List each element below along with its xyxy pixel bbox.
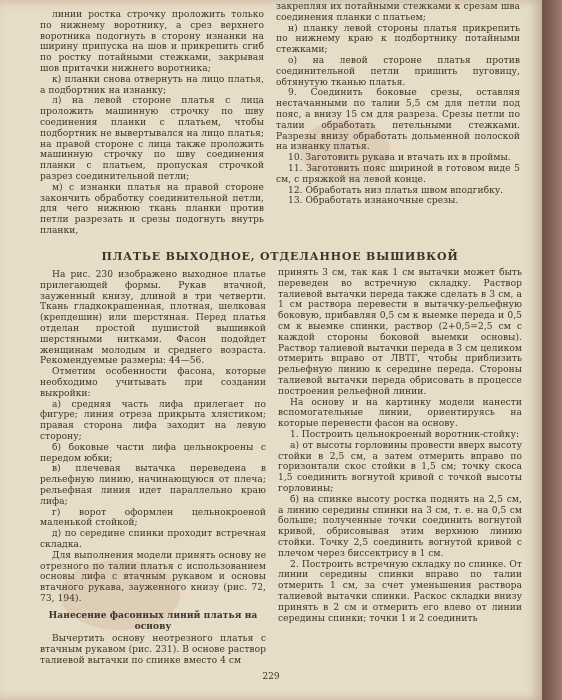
paragraph: линии ростка строчку проложить только по нижнему воротнику, а срез верхнего воротника подогнуть в сторону изнанки на ширину припуска на шов и прикрепить сгиб по ростку потайными стежками, закрывая шов притачки нижнего воротника; (40, 10, 264, 74)
paragraph: 10. Заготовить рукава и втачать их в проймы. (288, 153, 511, 164)
top-right-column (276, 2, 520, 207)
paragraph: м) с изнанки платья на правой стороне закончить обработку соединительной петли, для чего нижнюю ткань планки против петли разрезать и срезы подогнуть внутрь планки, (40, 182, 264, 236)
subheading: Нанесение фасонных линий платья на основу (48, 609, 258, 632)
paragraph: г) ворот оформлен цельнокроеной маленькой стойкой; (40, 507, 266, 529)
paragraph: о) на левой стороне платья против соединительной петли пришить пуговицу, обтянутую тканью платья. (276, 55, 520, 88)
paragraph: 12. Обработать низ платья швом вподгибку. (288, 185, 504, 196)
paragraph: Вычертить основу неотрезного платья с втачным рукавом (рис. 231). В основе раствор талиевой вытачки по спинке вместо 4 см (40, 634, 266, 666)
paragraph: 1. Построить цельнокроеный воротник-стойку: (290, 429, 520, 440)
paragraph: 11. Заготовить пояс шириной в готовом виде 5 см, с пряжкой на левой конце. (276, 163, 520, 185)
paragraph: принять 3 см, так как 1 см вытачки может быть переведен во встречную складку. Раствор талиевой вытачки переда также сделать в 3 см, а 1 см раствора перевести в вытачку-рельефную боковую, прибавляя 0,5 см к выемке переда и 0,5 см к выемке спинки, раствор (2+0,5=2,5 см с каждой стороны боковой выемки основы). Раствор талиевой вытачки переда в 3 см целиком отмерить вправо от ЛВТГ, чтобы приблизить рельефную линию к середине переда. Стороны талиевой вытачки переда обрисовать в процессе построения рельефной линии. (278, 268, 522, 397)
paragraph: На рис. 230 изображено выходное платье прилегающей формы. Рукав втачной, зауженный книзу, длиной в три четверти. Ткань гладкокрашенная, плотная, шелковая (крепдешин) или шерстяная. Перед платья отделан простой пушистой вышивкой шерстяными нитками. Фасон подойдет женщинам молодым и среднего возраста. Рекомендуемые размеры: 44—56. (40, 270, 266, 367)
book-spine (542, 0, 562, 700)
section-title: ПЛАТЬЕ ВЫХОДНОЕ, ОТДЕЛАННОЕ ВЫШИВКОЙ (101, 250, 459, 263)
paragraph: л) на левой стороне платья с лица проложить машинную строчку по шву соединения планки с платьем, чтобы подбортник не вывертывался на лицо платья; на правой стороне с лица также проложить машинную строчку по шву соединения планки с платьем, пропуская строчкой разрез соединительной петли; (40, 96, 264, 182)
paragraph: а) средняя часть лифа прилегает по фигуре; линия отреза прикрыта хлястиком; правая сторона лифа заходит на левую сторону; (40, 399, 266, 442)
paragraph: а) от высоты горловины провести вверх высоту стойки в 2,5 см, а затем отмерить вправо по горизонтали скос стойки в 1,5 см; точку скоса 1,5 соединить вогнутой кривой с точкой высоты горловины; (278, 440, 522, 494)
paragraph: На основу и на картинку модели нанести вспомогательные линии, ориентируясь на которые перенести фасон на основу. (278, 397, 522, 430)
paragraph: закрепляя их потайными стежками к срезам шва соединения планки с платьем; (276, 2, 520, 23)
paragraph: б) на спинке высоту ростка поднять на 2,5 см, а линию середины спинки на 3 см, т. е. на 0,5 см больше; полученные точки соединить вогнутой кривой, обрисовывая этим верхнюю линию стойки. Точку 2,5 соединить вогнутой кривой с плечом через биссектрису в 1 см. (278, 494, 522, 559)
paragraph: д) по середине спинки проходит встречная складка. (40, 529, 266, 550)
paragraph: 2. Построить встречную складку по спинке. От линии середины спинки вправо по талии отмерить 1 см, за счет уменьшения раствора талиевой вытачки спинки. Раскос складки внизу принять в 2 см и отмерить его влево от линии середины спинки; точки 1 и 2 соединить (278, 559, 522, 624)
paragraph: 13. Обработать изнаночные срезы. (288, 196, 459, 207)
paragraph: Отметим особенности фасона, которые необходимо учитывать при создании выкройки: (40, 367, 266, 399)
paragraph: 9. Соединить боковые срезы, оставляя нестачанными по талии 5,5 см для петли под пояс, а внизу 15 см для разреза. Срезы петли по талии обработать петельными стежками. Разрезы внизу обработать дольменной полоской на изнанку платья. (276, 88, 520, 153)
paragraph: б) боковые части лифа цельнокроены с передом юбки; (40, 442, 266, 464)
paragraph: н) планку левой стороны платья прикрепить по нижнему краю к подбортнику потайными стежками; (276, 23, 520, 56)
bottom-left-column (40, 270, 266, 667)
bottom-right-column (278, 268, 522, 624)
paragraph: к) планки снова отвернуть на лицо платья, а подбортник на изнанку; (40, 74, 264, 96)
top-left-column (40, 10, 264, 237)
page-number: 229 (262, 672, 280, 682)
paragraph: в) плечевая вытачка переведена в рельефную линию, начинающуюся от плеча; рельефная линия идет параллельно краю лифа; (40, 464, 266, 507)
paragraph: Для выполнения модели принять основу не отрезного по талии платья с использованием основы лифа с втачным рукавом и основы втачного рукава, зауженного книзу (рис. 72, 73, 194). (40, 550, 266, 604)
